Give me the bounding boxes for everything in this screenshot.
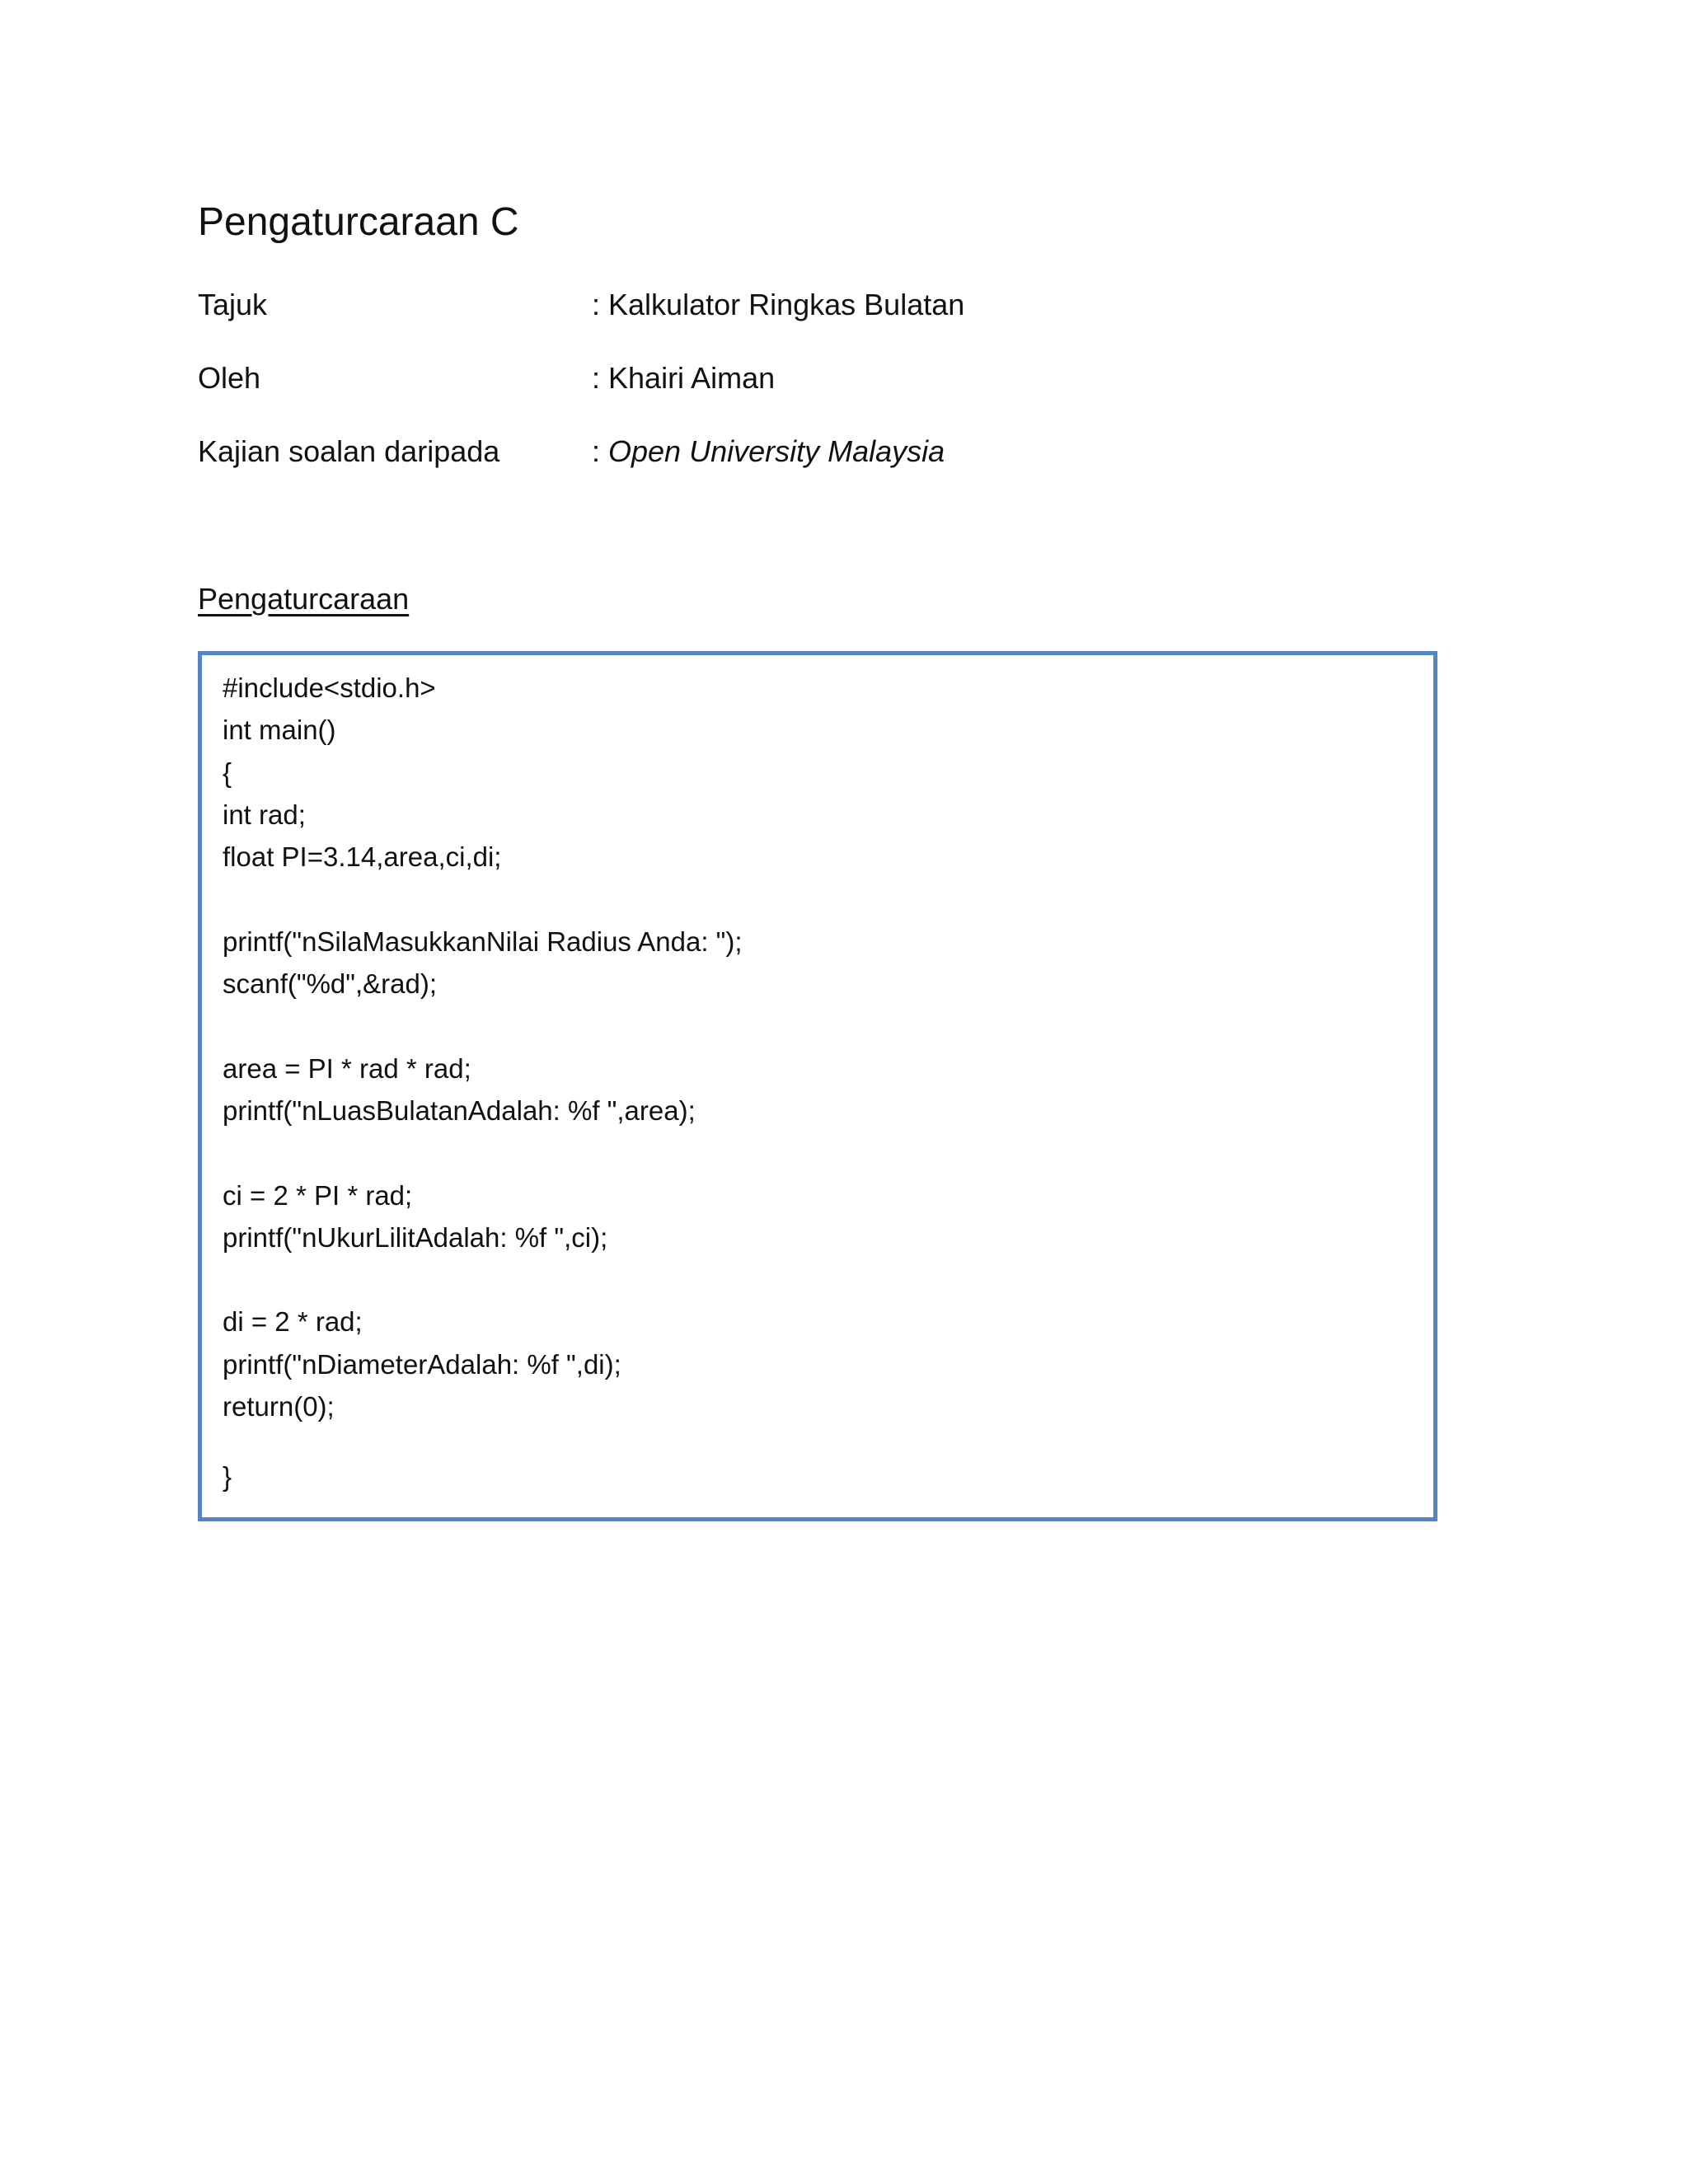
code-box xyxy=(198,651,1437,1521)
meta-value-text: Open University Malaysia xyxy=(608,434,945,468)
code-line: printf("nSilaMasukkanNilai Radius Anda: "); xyxy=(223,926,743,957)
code-lines xyxy=(223,667,743,1498)
meta-separator: : xyxy=(592,361,609,395)
meta-row-kajian xyxy=(198,431,1434,472)
code-line: printf("nDiameterAdalah: %f ",di); xyxy=(223,1348,621,1380)
code-line: int rad; xyxy=(223,799,306,830)
code-blank-line xyxy=(223,1132,743,1174)
meta-label: Kajian soalan daripada xyxy=(198,434,500,468)
meta-label: Tajuk xyxy=(198,288,268,321)
meta-value xyxy=(592,358,775,399)
meta-row-tajuk xyxy=(198,284,1434,326)
code-line: #include<stdio.h> xyxy=(223,673,436,703)
document-title: Pengaturcaraan C xyxy=(198,200,519,244)
section-heading: Pengaturcaraan xyxy=(198,582,410,616)
code-line: float PI=3.14,area,ci,di; xyxy=(223,841,502,873)
code-blank-line xyxy=(223,1005,743,1047)
meta-separator: : xyxy=(592,434,609,468)
meta-separator: : xyxy=(592,288,609,321)
code-line: printf("nLuasBulatanAdalah: %f ",area); xyxy=(223,1094,696,1126)
meta-label: Oleh xyxy=(198,361,261,395)
code-line: return(0); xyxy=(223,1391,335,1422)
code-line: di = 2 * rad; xyxy=(223,1306,363,1338)
code-blank-line xyxy=(223,1258,743,1301)
code-line: area = PI * rad * rad; xyxy=(223,1052,471,1084)
code-line: int main() xyxy=(223,715,336,746)
code-line: printf("nUkurLilitAdalah: %f ",ci); xyxy=(223,1221,608,1253)
code-blank-line xyxy=(223,878,743,920)
code-line: } xyxy=(223,1461,232,1493)
code-line: { xyxy=(223,757,232,788)
meta-value xyxy=(592,431,945,472)
code-line: ci = 2 * PI * rad; xyxy=(223,1179,413,1211)
meta-value-text: Kalkulator Ringkas Bulatan xyxy=(608,288,965,321)
meta-value xyxy=(592,284,964,326)
meta-value-text: Khairi Aiman xyxy=(608,361,776,395)
code-line: scanf("%d",&rad); xyxy=(223,968,438,1000)
meta-row-oleh xyxy=(198,358,1434,399)
